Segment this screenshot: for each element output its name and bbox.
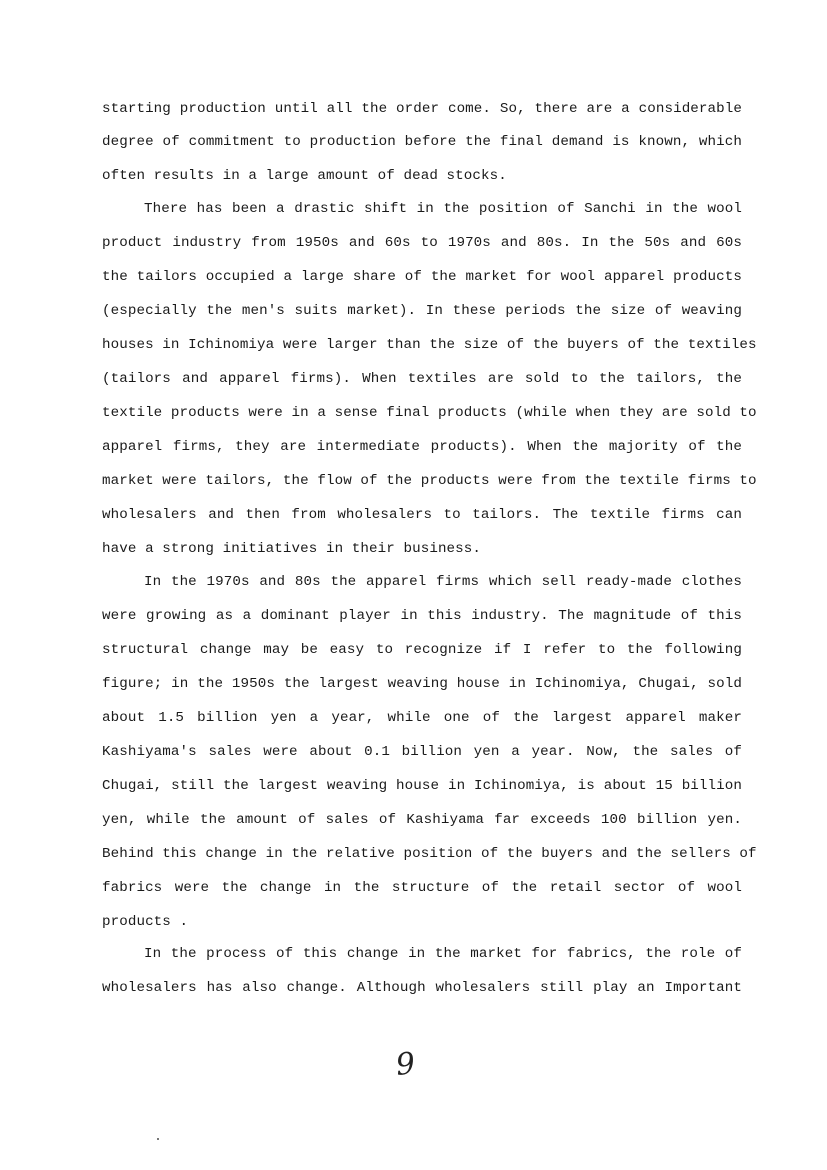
text-line: In the process of this change in the market for fabrics, the role of: [144, 946, 742, 962]
text-line: have a strong initiatives in their business.: [102, 541, 482, 557]
text-line: (especially the men's suits market). In these periods the size of weaving: [102, 303, 742, 319]
text-line: were growing as a dominant player in this industry. The magnitude of this: [102, 608, 742, 624]
page-number: 9: [394, 1046, 417, 1083]
text-line: houses in Ichinomiya were larger than the size of the buyers of the textiles: [102, 337, 757, 353]
text-line: degree of commitment to production before the final demand is known, which: [102, 134, 742, 150]
text-line: textile products were in a sense final products (while when they are sold to: [102, 405, 757, 421]
text-line: figure; in the 1950s the largest weaving house in Ichinomiya, Chugai, sold: [102, 676, 742, 692]
text-line: wholesalers and then from wholesalers to tailors. The textile firms can: [102, 507, 742, 523]
text-line: Chugai, still the largest weaving house in Ichinomiya, is about 15 billion: [102, 778, 742, 794]
text-line: In the 1970s and 80s the apparel firms which sell ready-made clothes: [144, 574, 742, 590]
text-line: There has been a drastic shift in the position of Sanchi in the wool: [144, 201, 742, 217]
text-line: Behind this change in the relative position of the buyers and the sellers of: [102, 846, 757, 862]
text-line: (tailors and apparel firms). When textiles are sold to the tailors, the: [102, 371, 742, 387]
text-line: yen, while the amount of sales of Kashiyama far exceeds 100 billion yen.: [102, 812, 742, 828]
text-line: often results in a large amount of dead stocks.: [102, 168, 507, 184]
text-line: Kashiyama's sales were about 0.1 billion yen a year. Now, the sales of: [102, 744, 742, 760]
text-line: product industry from 1950s and 60s to 1970s and 80s. In the 50s and 60s: [102, 235, 742, 251]
text-line: products .: [102, 914, 189, 930]
text-line: apparel firms, they are intermediate products). When the majority of the: [102, 439, 742, 455]
text-line: structural change may be easy to recognize if I refer to the following: [102, 642, 742, 658]
text-line: wholesalers has also change. Although wholesalers still play an Important: [102, 980, 742, 996]
text-line: starting production until all the order come. So, there are a considerable: [102, 101, 742, 117]
scan-speck: [157, 1138, 159, 1140]
text-line: fabrics were the change in the structure of the retail sector of wool: [102, 880, 742, 896]
text-line: market were tailors, the flow of the products were from the textile firms to: [102, 473, 757, 489]
text-line: about 1.5 billion yen a year, while one of the largest apparel maker: [102, 710, 742, 726]
text-line: the tailors occupied a large share of the market for wool apparel products: [102, 269, 742, 285]
